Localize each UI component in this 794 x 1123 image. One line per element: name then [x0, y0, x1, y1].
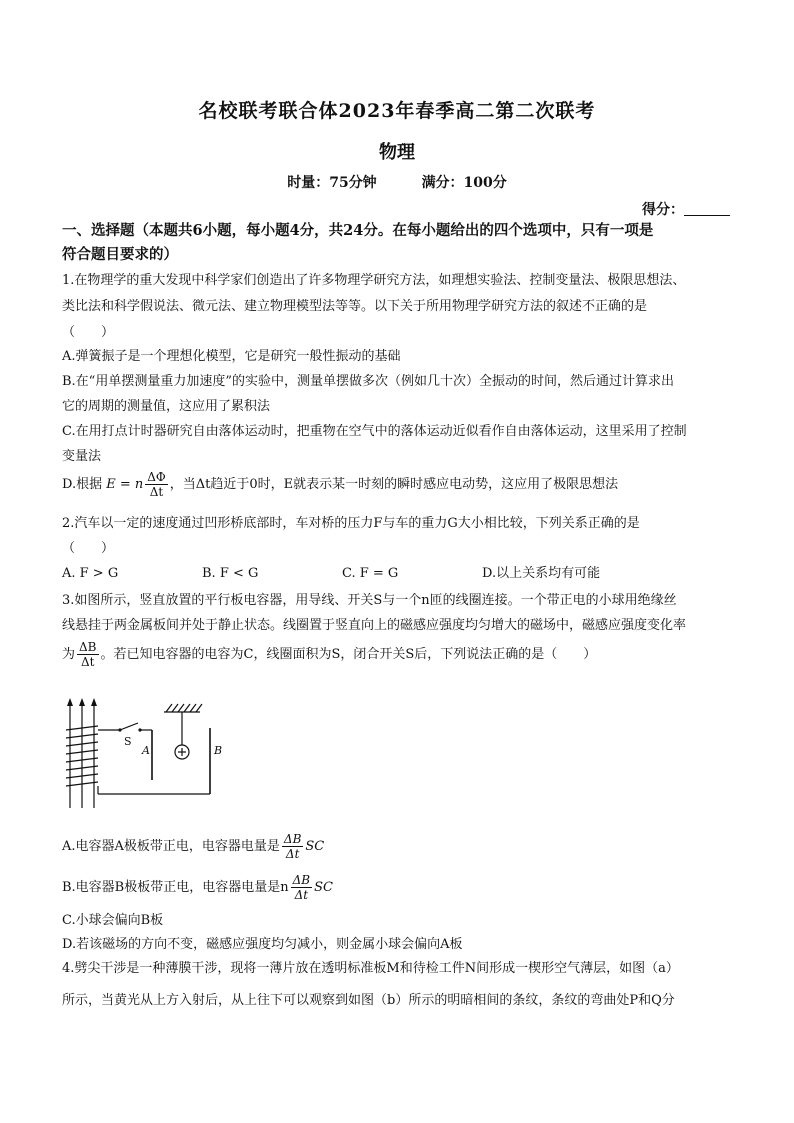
- q1-option-d: [62, 470, 738, 499]
- q3-stem-line1: 3.如图所示，竖直放置的平行板电容器，用导线、开关S与一个n匝的线圈连接。一个带正电的小球用绝缘丝: [62, 593, 677, 608]
- score-field: [642, 199, 730, 219]
- q3-b-fraction: [291, 873, 312, 902]
- q3-a-denominator: Δt: [285, 847, 300, 861]
- q1-d-numerator: ΔΦ: [147, 470, 166, 484]
- q1-d-equation: E = n: [106, 477, 144, 492]
- field-arrow-1: [67, 698, 73, 706]
- q3-option-b: [62, 873, 738, 902]
- q1-option-b-line1: B.在“用单摆测量重力加速度”的实验中，测量单摆做多次（例如几十次）全振动的时间，然后通过计算求出: [62, 374, 674, 389]
- q2-options: [62, 565, 738, 583]
- q1-d-fraction: [145, 470, 168, 499]
- q3-stem-line3: [62, 640, 738, 669]
- q1-option-a: A.弹簧振子是一个理想化模型，它是研究一般性振动的基础: [62, 349, 401, 364]
- q3-rate-numerator: ΔB: [79, 640, 97, 654]
- q3-option-a: [62, 832, 738, 861]
- q3-stem-line2: 线悬挂于两金属板间并处于静止状态。线圈置于竖直向上的磁感应强度均匀增大的磁场中，磁感应强度变化率: [62, 618, 687, 633]
- q3-b-prefix: B.电容器B极板带正电，电容器电量是n: [62, 880, 289, 895]
- q3-option-c: C.小球会偏向B板: [62, 913, 164, 928]
- score-label: 得分：: [642, 202, 684, 218]
- label-s: S: [124, 735, 132, 748]
- q2-option-b: B. F < G: [202, 566, 259, 581]
- switch-contact: [138, 728, 141, 731]
- q1-option-c-line1: C.在用打点计时器研究自由落体运动时，把重物在空气中的落体运动近似看作自由落体运动，这里采用了控制: [62, 424, 687, 439]
- q2-option-c: C. F = G: [342, 566, 399, 581]
- q3-a-suffix: SC: [305, 839, 325, 854]
- q3-a-numerator: ΔB: [283, 832, 302, 846]
- q1-d-denominator: Δt: [149, 485, 164, 499]
- q1-d-suffix: ，当Δt趋近于0时，E就表示某一时刻的瞬时感应电动势，这应用了极限思想法: [169, 477, 619, 492]
- q2-stem: 2.汽车以一定的速度通过凹形桥底部时，车对桥的压力F与车的重力G大小相比较，下列关系正确的是: [62, 516, 640, 531]
- q3-rate-fraction: [77, 640, 98, 669]
- q1-option-b-line2: 它的周期的测量值，这应用了累积法: [62, 399, 271, 414]
- section-heading-line1: 一、选择题（本题共6小题，每小题4分，共24分。在每小题给出的四个选项中，只有一项是: [62, 222, 654, 239]
- q3-b-denominator: Δt: [294, 888, 309, 902]
- q3-rate-denominator: Δt: [81, 655, 95, 669]
- exam-title: 名校联考联合体2023年春季高二第二次联考: [198, 100, 596, 122]
- section-heading-line2: 符合题目要求的）: [62, 246, 178, 263]
- q1-d-prefix: D.根据: [62, 477, 103, 492]
- subject-title: 物理: [379, 142, 415, 163]
- time-limit: 时量：75分钟: [287, 175, 377, 191]
- q3-a-fraction: [282, 832, 303, 861]
- q1-answer-paren: （ ）: [62, 325, 115, 340]
- label-b: B: [214, 744, 223, 757]
- q1-stem-line2: 类比法和科学假说法、微元法、建立物理模型法等等。以下关于所用物理学研究方法的叙述不正确的是: [62, 299, 648, 314]
- label-a: A: [142, 744, 150, 757]
- full-score: 满分：100分: [421, 175, 507, 191]
- q1-option-c-line2: 变量法: [62, 449, 102, 464]
- switch-pivot: [118, 728, 121, 731]
- score-blank[interactable]: [684, 201, 730, 216]
- field-arrow-3: [91, 698, 97, 706]
- q3-b-numerator: ΔB: [292, 873, 311, 887]
- q3-l3-prefix: 为: [62, 647, 76, 662]
- switch-blade: [120, 723, 138, 730]
- q3-circuit-figure: [62, 690, 232, 820]
- q1-stem-line1: 1.在物理学的重大发现中科学家们创造出了许多物理学研究方法，如理想实验法、控制变量法、极限思想法、: [62, 273, 686, 288]
- exam-meta: [0, 172, 794, 192]
- field-arrow-2: [79, 698, 85, 706]
- q3-l3-suffix: 。若已知电容器的电容为C，线圈面积为S，闭合开关S后，下列说法正确的是（ ）: [100, 647, 597, 662]
- support-hatch: [166, 704, 202, 712]
- q3-b-suffix: SC: [314, 880, 333, 895]
- q4-stem-line2: 所示，当黄光从上方入射后，从上往下可以观察到如图（b）所示的明暗相间的条纹，条纹的弯曲处P和Q分: [62, 993, 675, 1008]
- q3-a-prefix: A.电容器A极板带正电，电容器电量是: [62, 839, 280, 854]
- q2-option-a: A. F > G: [62, 566, 119, 581]
- q2-option-d: D.以上关系均有可能: [482, 566, 601, 581]
- q4-stem-line1: 4.劈尖干涉是一种薄膜干涉，现将一薄片放在透明标准板M和待检工件N间形成一楔形空气薄层，如图（a）: [62, 961, 679, 976]
- q3-option-d: D.若该磁场的方向不变，磁感应强度均匀减小，则金属小球会偏向A板: [62, 937, 463, 952]
- q2-answer-paren: （ ）: [62, 541, 115, 556]
